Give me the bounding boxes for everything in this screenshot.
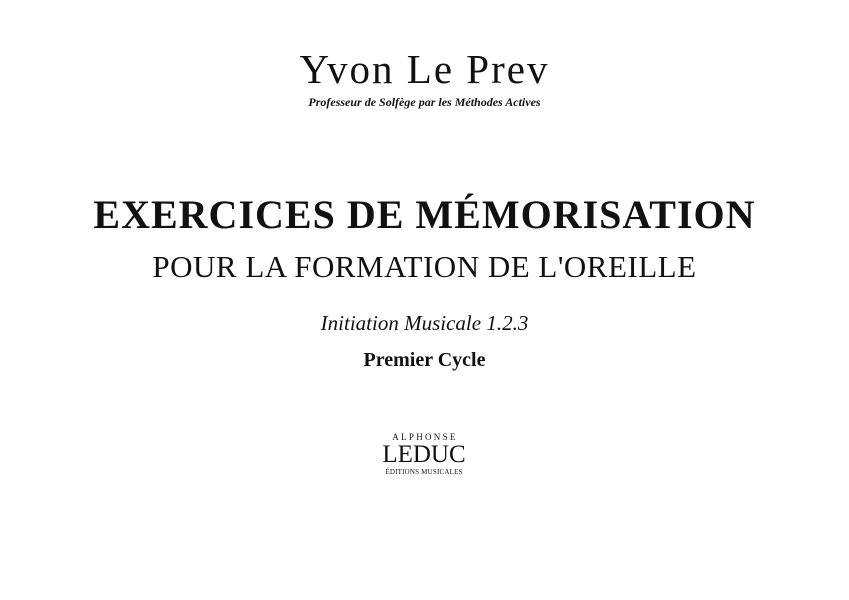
series-name: Initiation Musicale 1.2.3 bbox=[320, 311, 529, 335]
publisher-logo-bottom: ÉDITIONS MUSICALES bbox=[385, 468, 463, 476]
author-name: Yvon Le Prev bbox=[299, 46, 550, 92]
main-title: EXERCICES DE MÉMORISATION bbox=[93, 192, 756, 237]
cycle-label: Premier Cycle bbox=[363, 349, 486, 371]
publisher-logo bbox=[373, 432, 475, 480]
publisher-logo-name: LEDUC bbox=[382, 441, 466, 468]
publisher-logo-top: ALPHONSE bbox=[392, 432, 458, 442]
author-role: Professeur de Solfège par les Méthodes Actives bbox=[308, 95, 541, 109]
subtitle: POUR LA FORMATION DE L'OREILLE bbox=[152, 249, 697, 284]
